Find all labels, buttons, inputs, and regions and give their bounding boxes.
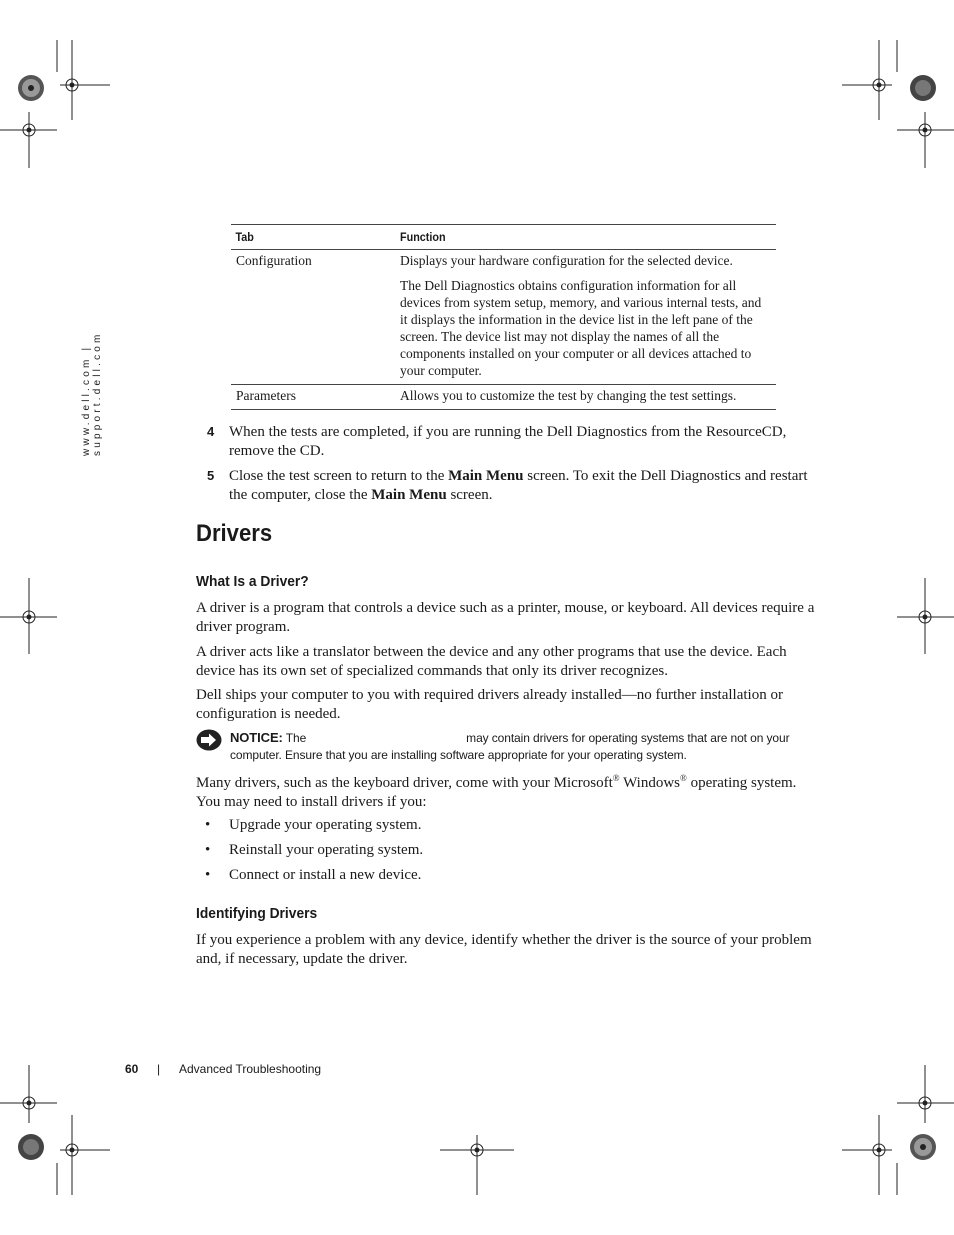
bullet: • <box>205 867 211 883</box>
notice-text <box>230 729 816 764</box>
list-item-text: Upgrade your operating system. <box>229 817 422 833</box>
main-menu-term: Main Menu <box>448 468 524 484</box>
bullet: • <box>205 817 211 833</box>
step-4 <box>207 423 817 461</box>
registration-mark-top-left <box>0 40 120 170</box>
step-5 <box>207 467 817 505</box>
list-item <box>205 841 805 860</box>
list-item-text: Reinstall your operating system. <box>229 842 424 858</box>
paragraph: Dell ships your computer to you with required drivers already installed—no further installation or configuration is needed. <box>196 687 783 722</box>
function-paragraph: The Dell Diagnostics obtains configuration information for all devices from system setup, memory, and various internal tests, and it displays the information in the device list in the left pane of the screen. The device list may not display the names of all the components installed on your computer or all devices attached to your computer. <box>400 278 762 378</box>
bullet: • <box>205 842 211 858</box>
step-text-part: screen. <box>446 487 493 503</box>
list-item <box>205 816 805 835</box>
registration-mark-bottom-center <box>438 1135 518 1195</box>
registration-mark-mid-right <box>894 578 954 658</box>
notice-text-part: The <box>285 731 307 745</box>
notice-text-part: may contain drivers for operating systems that are not on your computer. Ensure that you are installing software appropriate for your operating system. <box>230 731 790 762</box>
notice-box <box>196 729 816 764</box>
text-part: operating system. You may need to install drivers if you: <box>196 775 797 810</box>
notice-arrow-icon <box>196 729 222 756</box>
step-number: 5 <box>207 468 215 483</box>
registration-mark-top-right <box>834 40 954 170</box>
subheading-identifying-drivers: Identifying Drivers <box>196 905 318 922</box>
footer-separator: | <box>157 1062 161 1076</box>
step-number: 4 <box>207 424 215 439</box>
function-paragraph: Displays your hardware configuration for the selected device. <box>400 253 733 268</box>
list-item-text: Connect or install a new device. <box>229 867 422 883</box>
list-item <box>205 866 805 885</box>
table-cell-tab: Parameters <box>236 388 296 403</box>
step-text-part: screen. To exit the Dell Diagnostics and restart the computer, close the <box>229 468 808 503</box>
registration-mark-bottom-right <box>834 1065 954 1195</box>
registration-mark-mid-left <box>0 578 60 658</box>
text-part: Windows <box>619 775 681 791</box>
registered-mark: ® <box>612 773 620 783</box>
section-title: Drivers <box>196 520 273 547</box>
side-url: www.dell.com | support.dell.com <box>81 331 103 456</box>
registered-mark: ® <box>680 773 687 783</box>
step-text <box>229 467 817 505</box>
table-row <box>231 385 776 410</box>
paragraph: A driver acts like a translator between the device and any other programs that use the device. Each device has its own set of specialized commands that only its driver recognizes. <box>196 644 787 679</box>
notice-label: NOTICE: <box>230 730 283 745</box>
table-cell-function <box>400 252 776 379</box>
table-header-tab: Tab <box>235 230 254 244</box>
table-header-function: Function <box>400 230 446 244</box>
diagnostics-tab-table <box>231 224 776 410</box>
table-cell-function <box>400 387 776 404</box>
paragraph: A driver is a program that controls a device such as a printer, mouse, or keyboard. All devices require a driver program. <box>196 600 815 635</box>
paragraph-many-drivers <box>196 774 816 812</box>
text-part: Many drivers, such as the keyboard driver, come with your Microsoft <box>196 775 613 791</box>
step-text-part: Close the test screen to return to the <box>229 468 449 484</box>
step-text: When the tests are completed, if you are running the Dell Diagnostics from the ResourceCD, remove the CD. <box>229 424 787 459</box>
subheading-what-is-driver: What Is a Driver? <box>196 573 309 590</box>
main-menu-term: Main Menu <box>371 487 447 503</box>
registration-mark-bottom-left <box>0 1065 120 1195</box>
table-row <box>231 250 776 385</box>
footer-section-name: Advanced Troubleshooting <box>179 1062 322 1076</box>
driver-reasons-list <box>205 816 805 891</box>
table-cell-tab: Configuration <box>236 253 312 268</box>
function-paragraph: Allows you to customize the test by changing the test settings. <box>400 388 737 403</box>
table-header-row <box>231 224 776 250</box>
paragraph: If you experience a problem with any device, identify whether the driver is the source of your problem and, if necessary, update the driver. <box>196 932 812 967</box>
page-number: 60 <box>125 1062 139 1076</box>
